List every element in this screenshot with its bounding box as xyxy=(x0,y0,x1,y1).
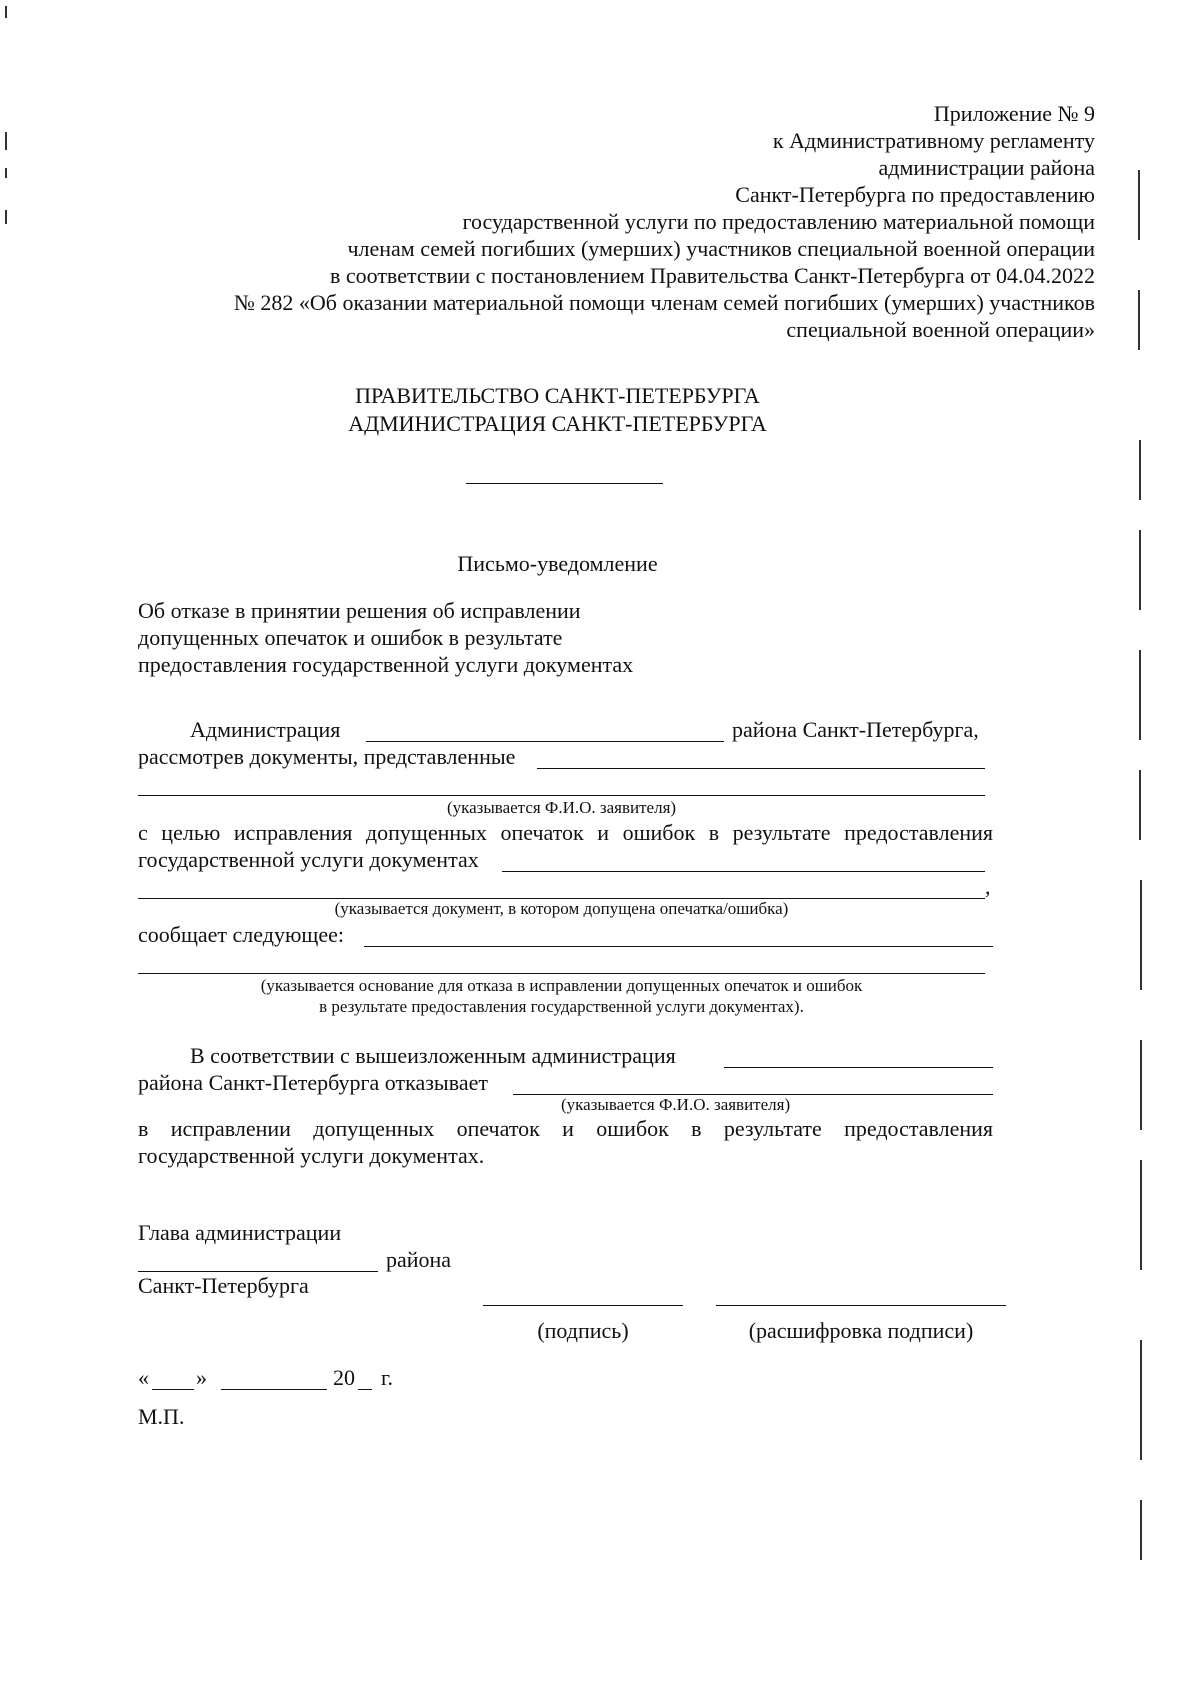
date-close-quote: » xyxy=(196,1365,207,1390)
document-type: Письмо-уведомление xyxy=(457,551,658,576)
date-year-field[interactable] xyxy=(358,1389,372,1390)
head-of-administration: Глава администрации xyxy=(138,1220,342,1245)
date-open-quote: « xyxy=(138,1365,149,1390)
signature-field[interactable] xyxy=(483,1305,683,1306)
reason-field-2[interactable] xyxy=(138,973,985,974)
date-century: 20 xyxy=(333,1365,355,1390)
header-line-families: членам семей погибших (умерших) участников специальной военной операции xyxy=(347,236,1095,261)
date-day-field[interactable] xyxy=(152,1389,194,1390)
subject-line-1: Об отказе в принятии решения об исправлении xyxy=(138,598,581,623)
hint-applicant-2: (указывается Ф.И.О. заявителя) xyxy=(561,1095,791,1114)
header-line-spb: Санкт-Петербурга по предоставлению xyxy=(735,182,1095,207)
date-month-field[interactable] xyxy=(221,1389,327,1390)
district-refuses-text: района Санкт-Петербурга отказывает xyxy=(138,1070,488,1095)
hint-reason-2: в результате предоставления государственной услуги документах). xyxy=(319,997,804,1016)
header-line-district: администрации района xyxy=(878,155,1095,180)
org-title-administration: АДМИНИСТРАЦИЯ САНКТ-ПЕТЕРБУРГА xyxy=(348,411,767,436)
correction-text: в исправлении допущенных опечаток и ошибок в результате предоставления xyxy=(138,1116,993,1141)
purpose-text: с целью исправления допущенных опечаток и ошибок в результате предоставления xyxy=(138,820,993,845)
head-city-label: Санкт-Петербурга xyxy=(138,1273,309,1298)
date-year-suffix: г. xyxy=(381,1365,394,1390)
head-district-field[interactable] xyxy=(138,1271,378,1272)
signature-label: (подпись) xyxy=(537,1318,629,1343)
head-district-label: района xyxy=(386,1247,452,1272)
header-line-appendix: Приложение № 9 xyxy=(933,101,1095,126)
admin-label: Администрация xyxy=(190,717,341,742)
org-title-government: ПРАВИТЕЛЬСТВО САНКТ-ПЕТЕРБУРГА xyxy=(355,383,760,408)
hint-document: (указывается документ, в котором допущена опечатка/ошибка) xyxy=(334,899,789,918)
hint-applicant: (указывается Ф.И.О. заявителя) xyxy=(446,798,677,817)
field-comma: , xyxy=(985,874,991,899)
gov-docs-end: государственной услуги документах. xyxy=(138,1143,485,1168)
signature-decode-field[interactable] xyxy=(716,1305,1006,1306)
considered-label: рассмотрев документы, представленные xyxy=(138,744,516,769)
applicant-field-1[interactable] xyxy=(537,768,985,769)
accordance-text: В соответствии с вышеизложенным администрация xyxy=(190,1043,676,1068)
applicant-field-2[interactable] xyxy=(138,795,985,796)
gov-docs-label: государственной услуги документах xyxy=(138,847,479,872)
subject-line-2: допущенных опечаток и ошибок в результате xyxy=(138,625,563,650)
hint-reason-1: (указывается основание для отказа в исправлении допущенных опечаток и ошибок xyxy=(260,976,863,995)
header-line-service: государственной услуги по предоставлению материальной помощи xyxy=(462,209,1095,234)
reason-field-1[interactable] xyxy=(364,946,993,947)
stamp-place: М.П. xyxy=(138,1404,185,1429)
header-line-decree: в соответствии с постановлением Правительства Санкт-Петербурга от 04.04.2022 xyxy=(329,263,1095,288)
reports-label: сообщает следующее: xyxy=(138,922,344,947)
district-spb-label: района Санкт-Петербурга, xyxy=(732,717,979,742)
admin-district-field[interactable] xyxy=(366,741,724,742)
signature-decode-label: (расшифровка подписи) xyxy=(748,1318,974,1343)
header-line-regulation: к Административному регламенту xyxy=(772,128,1095,153)
administration-field[interactable] xyxy=(724,1067,993,1068)
header-line-number: № 282 «Об оказании материальной помощи членам семей погибших (умерших) участников xyxy=(233,290,1095,315)
title-underline xyxy=(466,483,663,484)
header-line-operation: специальной военной операции» xyxy=(786,317,1095,342)
subject-line-3: предоставления государственной услуги документах xyxy=(138,652,634,677)
document-field-1[interactable] xyxy=(502,871,985,872)
